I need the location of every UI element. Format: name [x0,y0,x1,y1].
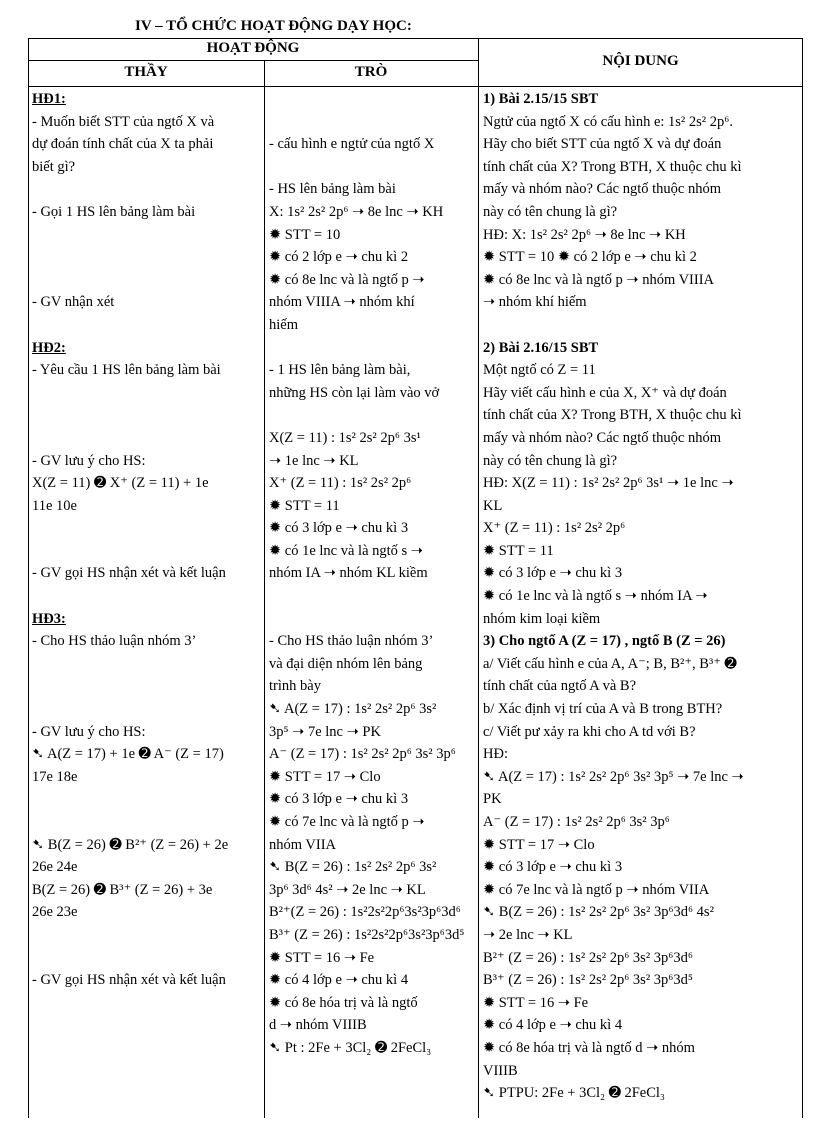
content-line: PK [483,791,502,808]
content-line: c/ Viết pư xảy ra khi cho A td với B? [483,723,696,740]
student-line: 3p⁶ 3d⁶ 4s² ➝ 2e lnc ➝ KL [269,881,426,898]
teacher-line: - Cho HS thảo luận nhóm 3’ [32,633,197,650]
content-line: X⁺ (Z = 11) : 1s² 2s² 2p⁶ [483,520,626,537]
content-line: ✹ có 3 lớp e ➝ chu kì 3 [483,859,623,876]
content-line: ✹ có 1e lnc và là ngtố s ➝ nhóm IA ➝ [483,588,708,605]
student-line: - 1 HS lên bảng làm bài, [269,362,411,379]
teacher-line [32,924,262,947]
content-line: HĐ: X: 1s² 2s² 2p⁶ ➝ 8e lnc ➝ KH [483,226,686,243]
teacher-line [32,246,262,269]
student-line: B³⁺ (Z = 26) : 1s²2s²2p⁶3s²3p⁶3d⁵ [269,926,465,943]
teacher-line: HĐ3: [32,610,66,627]
content-line: ➷ PTPU: 2Fe + 3Cl₂ ➋ 2FeCl₃ [483,1085,665,1102]
content-line: VIIIB [483,1062,518,1079]
teacher-line: - GV gọi HS nhận xét và kết luận [32,972,226,989]
content-line: tính chất của X? Trong BTH, X thuộc chu kì [483,407,742,424]
student-line: trình bày [269,678,321,695]
table-right-border [802,38,803,1118]
student-line [269,111,476,134]
student-line: hiếm [269,316,298,333]
student-line: ✹ có 3 lớp e ➝ chu kì 3 [269,791,409,808]
student-line: ➷ Pt : 2Fe + 3Cl₂ ➋ 2FeCl₃ [269,1039,432,1056]
student-line: d ➝ nhóm VIIIB [269,1017,367,1034]
header-teacher: THẦY [124,64,168,80]
teacher-line: 17e 18e [32,768,78,785]
student-line: ✹ STT = 16 ➝ Fe [269,949,375,966]
teacher-line: biết gì? [32,158,76,175]
content-line: a/ Viết cấu hình e của A, A⁻; B, B²⁺, B³⁺ ➋ [483,655,737,672]
student-line: ✹ STT = 11 [269,497,340,514]
teacher-line: 26e 24e [32,859,78,876]
content-line: ✹ STT = 11 [483,542,554,559]
teacher-line [32,517,262,540]
teacher-line: B(Z = 26) ➋ B³⁺ (Z = 26) + 3e [32,881,213,898]
student-line: X(Z = 11) : 1s² 2s² 2p⁶ 3s¹ [269,429,421,446]
teacher-line: - GV nhận xét [32,294,115,311]
student-line: nhóm VIIA [269,836,336,853]
content-line: HĐ: [483,746,508,763]
content-line: mấy và nhóm nào? Các ngtố thuộc nhóm [483,429,721,446]
content-line: ➷ B(Z = 26) : 1s² 2s² 2p⁶ 3s² 3p⁶3d⁶ 4s² [483,904,714,921]
content-line [483,314,799,337]
teacher-line: HĐ2: [32,339,66,356]
student-line [269,608,476,631]
content-line: ➷ A(Z = 17) : 1s² 2s² 2p⁶ 3s² 3p⁵ ➝ 7e lnc ➝ [483,768,744,785]
student-line: ✹ có 8e hóa trị và là ngtố [269,994,418,1011]
teacher-line: ➷ B(Z = 26) ➋ B²⁺ (Z = 26) + 2e [32,836,229,853]
teacher-line: 26e 23e [32,904,78,921]
student-line: ✹ STT = 10 [269,226,341,243]
teacher-line: - Muốn biết STT của ngtố X và [32,113,215,130]
teacher-line [32,698,262,721]
student-line: - cấu hình e ngtử của ngtố X [269,136,435,153]
teacher-line: - GV gọi HS nhận xét và kết luận [32,565,226,582]
teacher-line [32,653,262,676]
content-line: tính chất của ngtố A và B? [483,678,637,695]
content-line: ✹ có 8e lnc và là ngtố p ➝ nhóm VIIIA [483,271,715,288]
teacher-line [32,178,262,201]
content-line: HĐ: X(Z = 11) : 1s² 2s² 2p⁶ 3s¹ ➝ 1e lnc ➝ [483,475,734,492]
content-line: 2) Bài 2.16/15 SBT [483,339,599,356]
activity-header-rule [28,60,478,61]
teacher-line [32,224,262,247]
teacher-line: HĐ1: [32,91,66,107]
teacher-line: dự đoán tính chất của X ta phải [32,136,214,153]
student-line: ✹ có 4 lớp e ➝ chu kì 4 [269,972,409,989]
student-line: ➝ 1e lnc ➝ KL [269,452,359,469]
teacher-line: 11e 10e [32,497,77,514]
student-line: những HS còn lại làm vào vở [269,384,440,401]
section-heading: IV – TỔ CHỨC HOẠT ĐỘNG DẠY HỌC: [135,18,412,34]
student-line: nhóm IA ➝ nhóm KL kiềm [269,565,428,582]
student-line: và đại diện nhóm lên bảng [269,655,423,672]
student-line: - Cho HS thảo luận nhóm 3’ [269,633,434,650]
student-line: ✹ có 8e lnc và là ngtố p ➝ [269,271,425,288]
content-line: mấy và nhóm nào? Các ngtố thuộc nhóm [483,181,721,198]
student-line: X⁺ (Z = 11) : 1s² 2s² 2p⁶ [269,475,412,492]
teacher-line [32,382,262,405]
teacher-line: - Gọi 1 HS lên bảng làm bài [32,203,196,220]
teacher-line: - GV lưu ý cho HS: [32,723,146,740]
content-line: 1) Bài 2.15/15 SBT [483,91,599,107]
student-line [269,337,476,360]
teacher-line: - Yêu cầu 1 HS lên bảng làm bài [32,362,221,379]
content-line: này có tên chung là gì? [483,203,618,220]
content-line: này có tên chung là gì? [483,452,618,469]
student-line: ✹ có 7e lnc và là ngtố p ➝ [269,814,425,830]
header-bottom-border [28,86,803,87]
student-line: - HS lên bảng làm bài [269,181,396,198]
student-line: A⁻ (Z = 17) : 1s² 2s² 2p⁶ 3s² 3p⁶ [269,746,456,763]
content-line: B²⁺ (Z = 26) : 1s² 2s² 2p⁶ 3s² 3p⁶3d⁶ [483,949,693,966]
student-line: X: 1s² 2s² 2p⁶ ➝ 8e lnc ➝ KH [269,203,444,220]
student-line: ✹ có 2 lớp e ➝ chu kì 2 [269,249,409,266]
student-line: ➷ A(Z = 17) : 1s² 2s² 2p⁶ 3s² [269,701,437,718]
content-line: Một ngtố có Z = 11 [483,362,596,379]
teacher-line [32,675,262,698]
content-line: B³⁺ (Z = 26) : 1s² 2s² 2p⁶ 3s² 3p⁶3d⁵ [483,972,693,989]
content-line: ✹ có 7e lnc và là ngtố p ➝ nhóm VIIA [483,881,710,898]
teacher-line [32,404,262,427]
content-line: nhóm kim loại kiềm [483,610,601,627]
lesson-table [28,38,803,1118]
header-student: TRÒ [354,64,388,80]
teacher-line: ➷ A(Z = 17) + 1e ➋ A⁻ (Z = 17) [32,746,224,763]
teacher-line [32,947,262,970]
content-line: ✹ STT = 16 ➝ Fe [483,994,589,1011]
table-left-border [28,38,29,1118]
content-line: 3) Cho ngtố A (Z = 17) , ngtố B (Z = 26) [483,633,726,650]
student-line: B²⁺(Z = 26) : 1s²2s²2p⁶3s²3p⁶3d⁶ [269,904,461,921]
content-line: Ngtử của ngtố X có cấu hình e: 1s² 2s² 2p⁶. [483,113,733,130]
content-line: ✹ có 8e hóa trị và là ngtố d ➝ nhóm [483,1039,695,1056]
teacher-line: - GV lưu ý cho HS: [32,452,146,469]
content-line: tính chất của X? Trong BTH, X thuộc chu kì [483,158,742,175]
content-line: Hãy cho biết STT của ngtố X và dự đoán [483,136,722,153]
content-line: A⁻ (Z = 17) : 1s² 2s² 2p⁶ 3s² 3p⁶ [483,814,670,830]
content-line: ✹ có 4 lớp e ➝ chu kì 4 [483,1017,623,1034]
table-top-border [28,38,803,39]
student-content-divider [478,38,479,1118]
student-column [269,88,476,1060]
content-line: KL [483,497,503,514]
header-content: NỘI DUNG [602,53,679,69]
content-line: ✹ STT = 17 ➝ Clo [483,836,595,853]
student-line: ✹ STT = 17 ➝ Clo [269,768,381,785]
student-line: nhóm VIIIA ➝ nhóm khí [269,294,415,311]
student-line: ✹ có 1e lnc và là ngtố s ➝ [269,542,423,559]
teacher-student-divider [264,60,265,1118]
student-line [269,404,476,427]
content-line: ➝ 2e lnc ➝ KL [483,926,573,943]
header-activity: HOẠT ĐỘNG [206,40,300,56]
content-line: b/ Xác định vị trí của A và B trong BTH? [483,701,723,718]
content-line: ➝ nhóm khí hiếm [483,294,587,311]
student-line: 3p⁵ ➝ 7e lnc ➝ PK [269,723,381,740]
teacher-line [32,427,262,450]
student-line [269,585,476,608]
student-line [269,88,476,111]
content-column [483,88,799,1105]
student-line [269,156,476,179]
teacher-column [32,88,262,992]
student-line: ✹ có 3 lớp e ➝ chu kì 3 [269,520,409,537]
content-line: ✹ STT = 10 ✹ có 2 lớp e ➝ chu kì 2 [483,249,697,266]
teacher-line [32,269,262,292]
content-line: Hãy viết cấu hình e của X, X⁺ và dự đoán [483,384,727,401]
teacher-line [32,811,262,834]
teacher-line: X(Z = 11) ➋ X⁺ (Z = 11) + 1e [32,475,209,492]
teacher-line [32,540,262,563]
student-line: ➷ B(Z = 26) : 1s² 2s² 2p⁶ 3s² [269,859,437,876]
teacher-line [32,585,262,608]
teacher-line [32,788,262,811]
teacher-line [32,314,262,337]
content-line: ✹ có 3 lớp e ➝ chu kì 3 [483,565,623,582]
